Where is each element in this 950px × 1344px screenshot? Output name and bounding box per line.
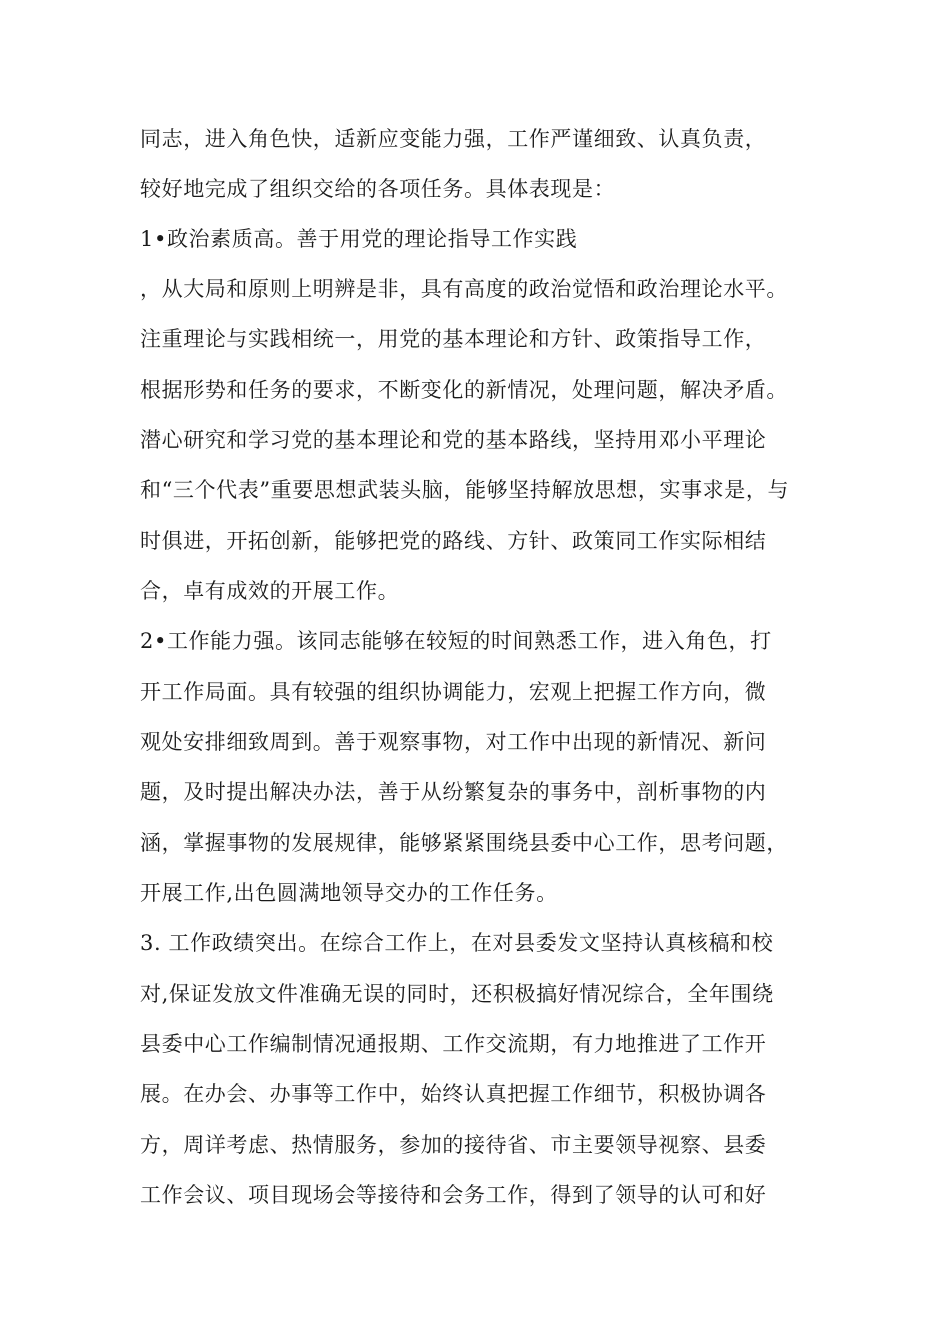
text-line: 3. 工作政绩突出。在综合工作上，在对县委发文坚持认真核稿和校 [140, 931, 774, 955]
text-line: 开工作局面。具有较强的组织协调能力，宏观上把握工作方向，微 [140, 680, 767, 704]
text-line: ，从大局和原则上明辨是非，具有高度的政治觉悟和政治理论水平。 [140, 277, 788, 301]
text-line: 潜心研究和学习党的基本理论和党的基本路线，坚持用邓小平理论 [140, 428, 767, 452]
text-line: 题，及时提出解决办法，善于从纷繁复杂的事务中，剖析事物的内 [140, 780, 767, 804]
text-line: 县委中心工作编制情况通报期、工作交流期，有力地推进了工作开 [140, 1032, 767, 1056]
text-line: 展。在办会、办事等工作中，始终认真把握工作细节，积极协调各 [140, 1082, 767, 1106]
text-line: 方，周详考虑、热情服务，参加的接待省、市主要领导视察、县委 [140, 1133, 767, 1157]
text-line: 开展工作,出色圆满地领导交办的工作任务。 [140, 881, 558, 905]
text-line: 观处安排细致周到。善于观察事物，对工作中出现的新情况、新问 [140, 730, 767, 754]
text-line: 较好地完成了组织交给的各项任务。具体表现是： [140, 177, 616, 201]
text-line: 工作会议、项目现场会等接待和会务工作，得到了领导的认可和好 [140, 1183, 767, 1207]
text-line: 同志，进入角色快，适新应变能力强，工作严谨细致、认真负责， [140, 127, 767, 151]
text-line: 1•政治素质高。善于用党的理论指导工作实践 [140, 227, 578, 251]
text-line: 时俱进，开拓创新，能够把党的路线、方针、政策同工作实际相结 [140, 529, 767, 553]
text-line: 对,保证发放文件准确无误的同时，还积极搞好情况综合，全年围绕 [140, 982, 774, 1006]
text-line: 和“三个代表”重要思想武装头脑，能够坚持解放思想，实事求是，与 [140, 478, 790, 502]
text-line: 2•工作能力强。该同志能够在较短的时间熟悉工作，进入角色，打 [140, 629, 772, 653]
text-line: 注重理论与实践相统一，用党的基本理论和方针、政策指导工作， [140, 327, 767, 351]
text-line: 合，卓有成效的开展工作。 [140, 579, 400, 603]
text-line: 根据形势和任务的要求，不断变化的新情况，处理问题，解决矛盾。 [140, 378, 788, 402]
text-line: 涵，掌握事物的发展规律，能够紧紧围绕县委中心工作，思考问题， [140, 831, 788, 855]
